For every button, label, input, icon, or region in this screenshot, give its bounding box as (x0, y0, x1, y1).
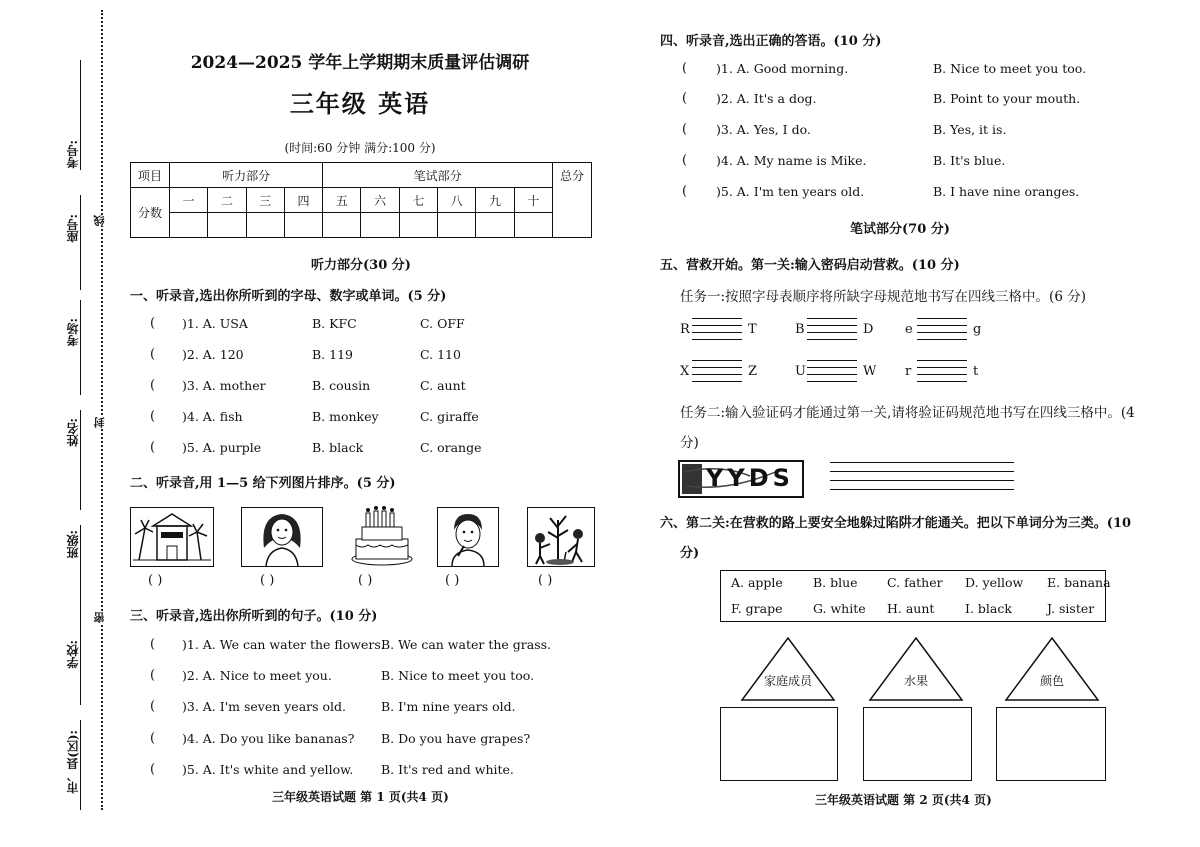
score-col-5: 五 (323, 188, 361, 213)
answer-paren[interactable]: ( (150, 637, 156, 652)
question-option-b: B. monkey (312, 409, 379, 424)
given-letter: e (905, 322, 913, 337)
captcha-writing-lines[interactable] (830, 462, 1014, 492)
seal-word-mi: 密 (93, 612, 106, 623)
score-col-8: 八 (438, 188, 476, 213)
answer-paren[interactable]: ( (150, 699, 156, 714)
school-picture (130, 507, 214, 567)
section1-title: 一、听录音,选出你所听到的字母、数字或单词。(5 分) (130, 289, 447, 304)
score-cell[interactable] (208, 213, 246, 238)
tree-planting-icon (528, 508, 594, 566)
word-option: J. sister (1047, 601, 1095, 616)
response-option-b: B. It's blue. (933, 153, 1006, 168)
score-cell[interactable] (284, 213, 322, 238)
word-option: I. black (965, 601, 1012, 616)
word-option: H. aunt (887, 601, 935, 616)
sentence-option-b: B. Nice to meet you too. (381, 668, 535, 683)
exam-subtitle: 三年级 英语 (289, 89, 431, 118)
left-page-footer: 三年级英语试题 第 1 页(共4 页) (272, 790, 449, 804)
section6-title-line2: 分) (680, 546, 700, 561)
seat-number-label: 座号: (66, 214, 80, 243)
answer-paren[interactable]: ( (682, 184, 688, 199)
score-cell[interactable] (438, 213, 476, 238)
family-answer-box[interactable] (720, 707, 838, 781)
sentence-option-a: )5. A. It's white and yellow. (182, 762, 354, 777)
section3-title: 三、听录音,选出你所听到的句子。(10 分) (130, 609, 378, 624)
triangle-color (1004, 636, 1100, 702)
score-col-1: 一 (170, 188, 208, 213)
captcha-text: YYDS (706, 464, 794, 492)
answer-paren[interactable]: ( (150, 409, 156, 424)
class-label: 班级: (66, 530, 80, 559)
sentence-option-b: B. We can water the grass. (381, 637, 552, 652)
score-table-score-label: 分数 (131, 188, 170, 238)
answer-paren[interactable]: ( (150, 762, 156, 777)
fruit-answer-box[interactable] (863, 707, 972, 781)
four-line-grid[interactable] (692, 360, 742, 382)
section2-title: 二、听录音,用 1—5 给下列图片排序。(5 分) (130, 476, 396, 491)
answer-paren[interactable]: ( (150, 731, 156, 746)
section5-title: 五、营救开始。第一关:输入密码启动营救。(10 分) (660, 258, 960, 273)
response-option-a: )3. A. Yes, I do. (716, 122, 811, 137)
answer-paren[interactable]: ( (682, 91, 688, 106)
score-col-4: 四 (284, 188, 322, 213)
sentence-option-a: )2. A. Nice to meet you. (182, 668, 332, 683)
score-col-6: 六 (361, 188, 399, 213)
sentence-option-a: )3. A. I'm seven years old. (182, 699, 347, 714)
picture-answer-4[interactable]: ( ) (445, 573, 460, 588)
section5-task2-line1: 任务二:输入验证码才能通过第一关,请将验证码规范地书写在四线三格中。(4 (680, 405, 1135, 421)
answer-paren[interactable]: ( (682, 61, 688, 76)
picture-answer-1[interactable]: ( ) (148, 573, 163, 588)
question-option-c: C. giraffe (420, 409, 479, 424)
category-fruit-label: 水果 (903, 674, 928, 688)
section4-title: 四、听录音,选出正确的答语。(10 分) (660, 34, 882, 49)
birthday-cake-icon (348, 505, 416, 567)
given-letter: T (748, 322, 757, 337)
given-letter: U (795, 364, 806, 379)
answer-paren[interactable]: ( (150, 347, 156, 362)
score-cell[interactable] (323, 213, 361, 238)
section5-task1: 任务一:按照字母表顺序将所缺字母规范地书写在四线三格中。(6 分) (680, 289, 1086, 305)
given-letter: Z (748, 364, 758, 379)
score-cell[interactable] (170, 213, 208, 238)
answer-paren[interactable]: ( (150, 668, 156, 683)
sentence-option-a: )4. A. Do you like bananas? (182, 731, 355, 746)
response-option-b: B. I have nine oranges. (933, 184, 1080, 199)
score-cell[interactable] (476, 213, 514, 238)
score-table-total-label: 总分 (553, 163, 592, 238)
girl-picture (241, 507, 323, 567)
question-option-a: )3. A. mother (182, 378, 266, 393)
score-table-listening-label: 听力部分 (170, 163, 323, 188)
answer-paren[interactable]: ( (682, 153, 688, 168)
picture-answer-2[interactable]: ( ) (260, 573, 275, 588)
response-option-b: B. Yes, it is. (933, 122, 1007, 137)
boy-icon (438, 508, 498, 566)
category-color-label: 颜色 (1039, 674, 1064, 688)
question-option-a: )2. A. 120 (182, 347, 244, 362)
question-option-b: B. 119 (312, 347, 353, 362)
seal-word-xian: 线 (93, 215, 106, 226)
score-cell[interactable] (361, 213, 399, 238)
exam-room-line (80, 300, 81, 395)
question-option-b: B. KFC (312, 316, 357, 331)
question-option-c: C. 110 (420, 347, 461, 362)
right-page-footer: 三年级英语试题 第 2 页(共4 页) (815, 793, 992, 807)
response-option-b: B. Point to your mouth. (933, 91, 1081, 106)
question-option-a: )5. A. purple (182, 440, 262, 455)
response-option-a: )1. A. Good morning. (716, 61, 849, 76)
category-family-label: 家庭成员 (763, 674, 812, 688)
picture-answer-3[interactable]: ( ) (358, 573, 373, 588)
exam-info: (时间:60 分钟 满分:100 分) (284, 141, 436, 155)
response-option-a: )2. A. It's a dog. (716, 91, 817, 106)
word-option: E. banana (1047, 575, 1111, 590)
response-option-a: )4. A. My name is Mike. (716, 153, 867, 168)
answer-paren[interactable]: ( (150, 316, 156, 331)
response-option-b: B. Nice to meet you too. (933, 61, 1087, 76)
answer-paren[interactable]: ( (150, 440, 156, 455)
question-option-c: C. OFF (420, 316, 465, 331)
section6-title-line1: 六、第二关:在营救的路上要安全地躲过陷阱才能通关。把以下单词分为三类。(10 (660, 516, 1132, 531)
answer-paren[interactable]: ( (150, 378, 156, 393)
exam-title: 2024—2025 学年上学期期末质量评估调研 (190, 53, 530, 73)
binding-strip (0, 0, 115, 847)
question-option-c: C. aunt (420, 378, 466, 393)
exam-number-label: 考号: (66, 140, 80, 169)
given-letter: g (973, 322, 982, 337)
question-option-b: B. black (312, 440, 364, 455)
word-option: B. blue (813, 575, 858, 590)
four-line-grid[interactable] (917, 360, 967, 382)
four-line-grid[interactable] (917, 318, 967, 340)
word-option: C. father (887, 575, 943, 590)
word-option: G. white (813, 601, 866, 616)
question-option-a: )4. A. fish (182, 409, 243, 424)
section5-task2-line2: 分) (680, 435, 699, 451)
writing-heading: 笔试部分(70 分) (850, 222, 950, 237)
score-col-9: 九 (476, 188, 514, 213)
four-line-grid[interactable] (692, 318, 742, 340)
given-letter: X (680, 364, 690, 379)
school-label: 学校: (66, 640, 80, 669)
score-table (130, 162, 592, 238)
sentence-option-a: )1. A. We can water the flowers. (182, 637, 385, 652)
score-col-10: 十 (514, 188, 552, 213)
listening-heading: 听力部分(30 分) (311, 258, 411, 273)
score-col-7: 七 (399, 188, 437, 213)
question-option-b: B. cousin (312, 378, 371, 393)
given-letter: B (795, 322, 805, 337)
picture-answer-5[interactable]: ( ) (538, 573, 553, 588)
score-cell[interactable] (246, 213, 284, 238)
triangle-fruit (868, 636, 964, 702)
score-cell[interactable] (399, 213, 437, 238)
tree-planting-picture (527, 507, 595, 567)
given-letter: W (863, 364, 877, 379)
school-icon (131, 508, 213, 566)
question-option-a: )1. A. USA (182, 316, 248, 331)
seal-dotted-line (101, 10, 103, 810)
score-table-writing-label: 笔试部分 (323, 163, 553, 188)
seat-number-line (80, 195, 81, 290)
answer-paren[interactable]: ( (682, 122, 688, 137)
response-option-a: )5. A. I'm ten years old. (716, 184, 865, 199)
question-option-c: C. orange (420, 440, 482, 455)
given-letter: R (680, 322, 690, 337)
city-label: 市、县(区): (66, 730, 80, 794)
score-col-3: 三 (246, 188, 284, 213)
word-option: D. yellow (965, 575, 1024, 590)
word-bank (720, 570, 1111, 622)
word-option: A. apple (731, 575, 783, 590)
captcha-box (678, 460, 804, 498)
sentence-option-b: B. It's red and white. (381, 762, 514, 777)
score-cell[interactable] (514, 213, 552, 238)
exam-room-label: 考场: (66, 318, 80, 347)
color-answer-box[interactable] (996, 707, 1106, 781)
girl-icon (242, 508, 322, 566)
name-label: 姓名: (66, 418, 80, 447)
boy-picture (437, 507, 499, 567)
given-letter: r (905, 364, 912, 379)
four-line-grid[interactable] (807, 360, 857, 382)
given-letter: D (863, 322, 874, 337)
given-letter: t (973, 364, 979, 379)
four-line-grid[interactable] (807, 318, 857, 340)
triangle-family (740, 636, 836, 702)
word-option: F. grape (731, 601, 783, 616)
seal-word-feng: 封 (93, 417, 106, 428)
score-table-item-label: 项目 (131, 163, 170, 188)
sentence-option-b: B. I'm nine years old. (381, 699, 516, 714)
sentence-option-b: B. Do you have grapes? (381, 731, 531, 746)
score-col-2: 二 (208, 188, 246, 213)
birthday-cake-picture (348, 505, 416, 567)
